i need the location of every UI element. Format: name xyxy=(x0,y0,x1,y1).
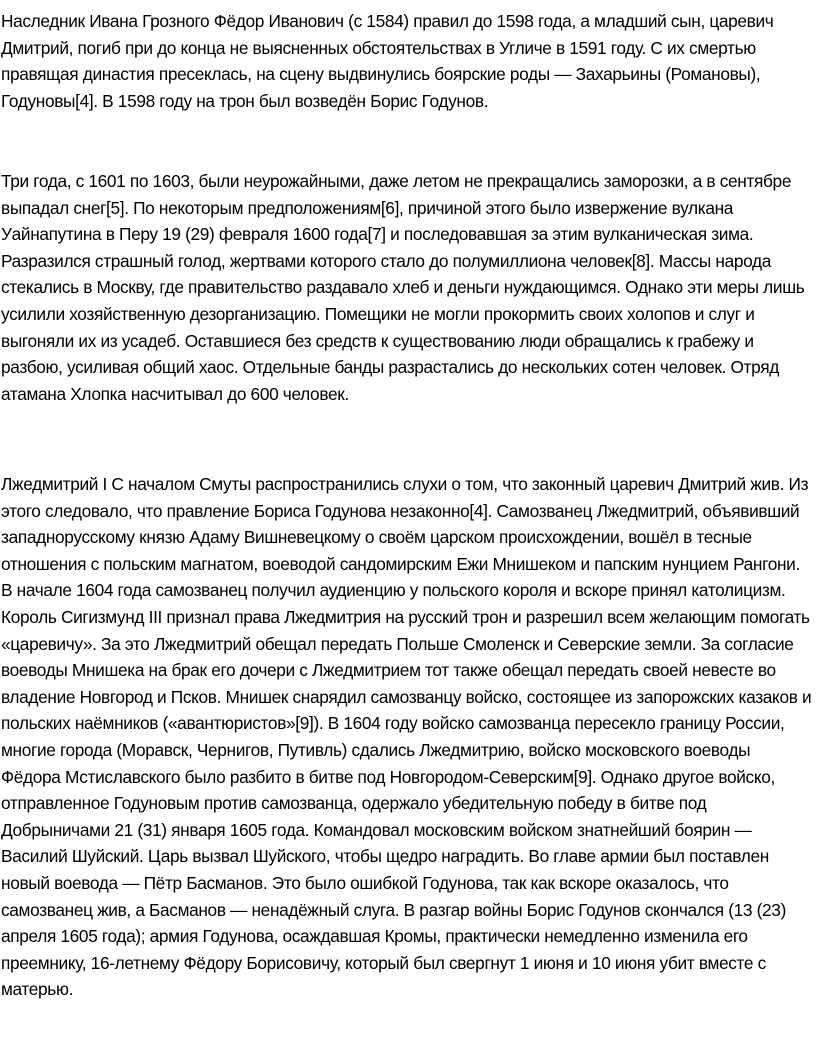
paragraph-false-dmitry: Лжедмитрий I С началом Смуты распространились слухи о том, что законный царевич Дмитрий жив. Из этого следовало, что правление Бориса Годунова незаконно[4]. Самозванец Лжедмитрий, объявивший западнорусскому князю Адаму Вишневецкому о своём царском происхождении, вошёл в тесные отношения с польским магнатом, воеводой сандомирским Ежи Мнишеком и папским нунцием Рангони. В начале 1604 года самозванец получил аудиенцию у польского короля и вскоре принял католицизм. Король Сигизмунд III признал права Лжедмитрия на русский трон и разрешил всем желающим помогать «царевичу». За это Лжедмитрий обещал передать Польше Смоленск и Северские земли. За согласие воеводы Мнишека на брак его дочери с Лжедмитрием тот также обещал передать своей невесте во владение Новгород и Псков. Мнишек снарядил самозванцу войско, состоящее из запорожских казаков и польских наёмников («авантюристов»[9]). В 1604 году войско самозванца пересекло границу России, многие города (Моравск, Чернигов, Путивль) сдались Лжедмитрию, войско московского воеводы Фёдора Мстиславского было разбито в битве под Новгородом-Северским[9]. Однако другое войско, отправленное Годуновым против самозванца, одержало убедительную победу в битве под Добрыничами 21 (31) января 1605 года. Командовал московским войском знатнейший боярин — Василий Шуйский. Царь вызвал Шуйского, чтобы щедро наградить. Во главе армии был поставлен новый воевода — Пётр Басманов. Это было ошибкой Годунова, так как вскоре оказалось, что самозванец жив, а Басманов — ненадёжный слуга. В разгар войны Борис Годунов скончался (13 (23) апреля 1605 года); армия Годунова, осаждавшая Кромы, практически немедленно изменила его преемнику, 16-летнему Фёдору Борисовичу, который был свергнут 1 июня и 10 июня убит вместе с матерью. xyxy=(1,474,812,1000)
paragraph-fyodor-ivanovich: Наследник Ивана Грозного Фёдор Иванович (с 1584) правил до 1598 года, а младший сын, царевич Дмитрий, погиб при до конца не выясненных обстоятельствах в Угличе в 1591 году. С их смертью правящая династия пресеклась, на сцену выдвинулись боярские роды — Захарьины (Романовы), Годуновы[4]. В 1598 году на трон был возведён Борис Годунов. xyxy=(1,11,774,111)
paragraph-famine: Три года, с 1601 по 1603, были неурожайными, даже летом не прекращались заморозки, а в сентябре выпадал снег[5]. По некоторым предположениям[6], причиной этого было извержение вулкана Уайнапутина в Перу 19 (29) февраля 1600 года[7] и последовавшая за этим вулканическая зима. Разразился страшный голод, жертвами которого стало до полумиллиона человек[8]. Массы народа стекались в Москву, где правительство раздавало хлеб и деньги нуждающимся. Однако эти меры лишь усилили хозяйственную дезорганизацию. Помещики не могли прокормить своих холопов и слуг и выгоняли их из усадеб. Оставшиеся без средств к существованию люди обращались к грабежу и разбою, усиливая общий хаос. Отдельные банды разрастались до нескольких сотен человек. Отряд атамана Хлопка насчитывал до 600 человек. xyxy=(1,171,805,404)
